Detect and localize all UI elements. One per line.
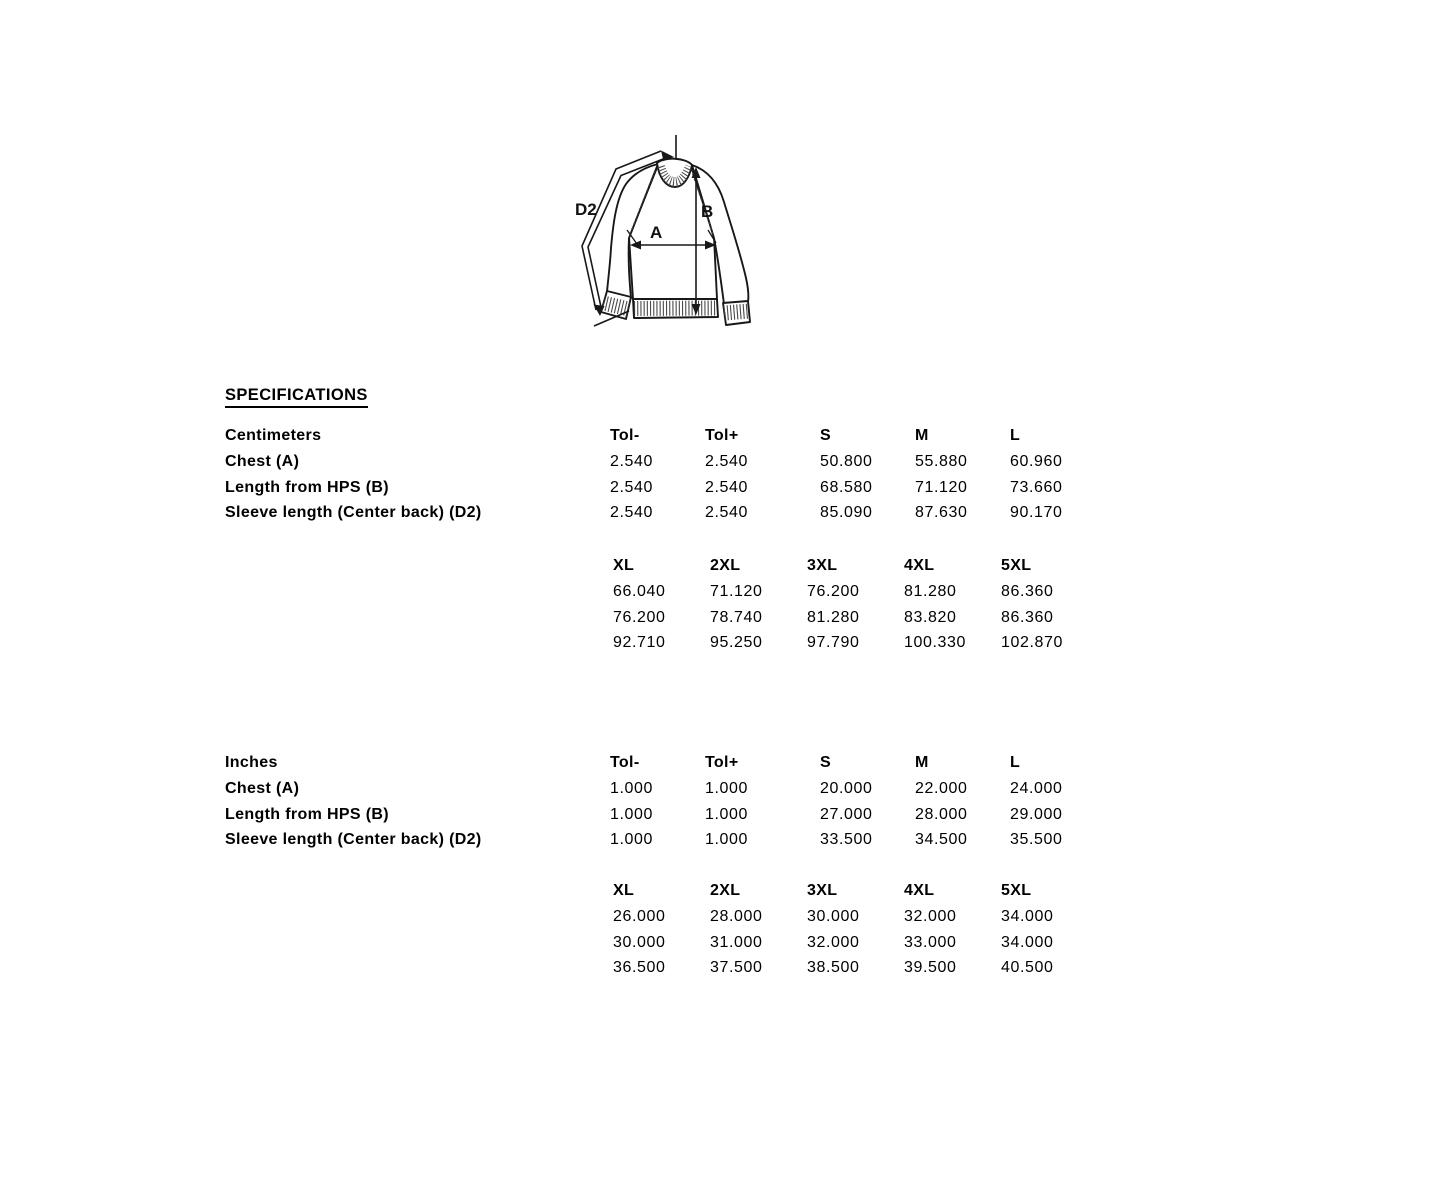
col-header: 3XL: [807, 557, 838, 574]
col-header: Tol-: [610, 427, 640, 444]
sleeve-measure-label: D2: [575, 200, 597, 219]
table-cell: 34.000: [1001, 933, 1054, 951]
table-cell: 86.360: [1001, 582, 1054, 600]
table-cell: 102.870: [1001, 634, 1064, 652]
table-cell: 1.000: [610, 805, 654, 823]
col-header: 5XL: [1001, 557, 1032, 574]
col-header: Tol+: [705, 754, 739, 771]
col-header: M: [915, 754, 929, 771]
col-header: 2XL: [710, 882, 741, 899]
right-cuff: [723, 301, 750, 325]
row-label: Chest (A): [225, 452, 300, 470]
centimeters-table: [225, 423, 1105, 526]
table-cell: 32.000: [904, 907, 957, 925]
table-cell: 20.000: [820, 779, 873, 797]
table-cell: 32.000: [807, 933, 860, 951]
table-cell: 37.500: [710, 959, 763, 977]
table-cell: 2.540: [610, 504, 654, 522]
table-cell: 1.000: [610, 779, 654, 797]
table-cell: 36.500: [613, 959, 666, 977]
table-cell: 31.000: [710, 933, 763, 951]
length-measure-label: B: [701, 202, 714, 221]
table-cell: 68.580: [820, 478, 873, 496]
col-header: L: [1010, 427, 1021, 444]
table-cell: 81.280: [904, 582, 957, 600]
table-cell: 40.500: [1001, 959, 1054, 977]
col-header: 4XL: [904, 882, 935, 899]
table-cell: 22.000: [915, 779, 968, 797]
table-cell: 33.500: [820, 831, 873, 849]
table-cell: 2.540: [610, 452, 654, 470]
table-cell: 2.540: [705, 478, 749, 496]
table-cell: 86.360: [1001, 608, 1054, 626]
col-header: XL: [613, 882, 635, 899]
table-cell: 33.000: [904, 933, 957, 951]
table-cell: 34.500: [915, 831, 968, 849]
table-cell: 55.880: [915, 452, 968, 470]
table-cell: 73.660: [1010, 478, 1063, 496]
table-cell: 29.000: [1010, 805, 1063, 823]
row-label: Sleeve length (Center back) (D2): [225, 831, 482, 849]
table-cell: 2.540: [610, 478, 654, 496]
col-header: S: [820, 427, 832, 444]
table-cell: 71.120: [915, 478, 968, 496]
table-cell: 92.710: [613, 634, 666, 652]
specifications-heading: SPECIFICATIONS: [225, 386, 368, 408]
inches-xl-table: [613, 878, 1098, 981]
table-cell: 76.200: [807, 582, 860, 600]
col-header: 4XL: [904, 557, 935, 574]
table-cell: 50.800: [820, 452, 873, 470]
table-cell: 2.540: [705, 504, 749, 522]
table-cell: 39.500: [904, 959, 957, 977]
table-cell: 97.790: [807, 634, 860, 652]
row-label: Length from HPS (B): [225, 805, 389, 823]
sweatshirt-drawing: [540, 118, 820, 340]
table-cell: 30.000: [613, 933, 666, 951]
table-cell: 34.000: [1001, 907, 1054, 925]
table-cell: 2.540: [705, 452, 749, 470]
table-cell: 24.000: [1010, 779, 1063, 797]
table-cell: 76.200: [613, 608, 666, 626]
table-cell: 1.000: [705, 779, 749, 797]
col-header: L: [1010, 754, 1021, 771]
table-cell: 66.040: [613, 582, 666, 600]
table-cell: 81.280: [807, 608, 860, 626]
table-cell: 100.330: [904, 634, 967, 652]
unit-label: Inches: [225, 754, 278, 771]
table-cell: 26.000: [613, 907, 666, 925]
row-label: Length from HPS (B): [225, 478, 389, 496]
table-cell: 1.000: [705, 805, 749, 823]
col-header: Tol+: [705, 427, 739, 444]
inches-table: [225, 750, 1105, 853]
table-cell: 1.000: [610, 831, 654, 849]
table-cell: 27.000: [820, 805, 873, 823]
row-label: Sleeve length (Center back) (D2): [225, 504, 482, 522]
table-cell: 90.170: [1010, 504, 1063, 522]
centimeters-xl-table: [613, 553, 1098, 656]
row-label: Chest (A): [225, 779, 300, 797]
col-header: M: [915, 427, 929, 444]
chest-measure-label: A: [650, 223, 663, 242]
table-cell: 83.820: [904, 608, 957, 626]
col-header: S: [820, 754, 832, 771]
table-cell: 28.000: [710, 907, 763, 925]
col-header: XL: [613, 557, 635, 574]
table-cell: 28.000: [915, 805, 968, 823]
col-header: 5XL: [1001, 882, 1032, 899]
col-header: 3XL: [807, 882, 838, 899]
table-cell: 60.960: [1010, 452, 1063, 470]
col-header: Tol-: [610, 754, 640, 771]
garment-diagram: [540, 118, 820, 340]
table-cell: 78.740: [710, 608, 763, 626]
left-cuff: [601, 291, 631, 319]
table-cell: 85.090: [820, 504, 873, 522]
table-cell: 95.250: [710, 634, 763, 652]
table-cell: 30.000: [807, 907, 860, 925]
col-header: 2XL: [710, 557, 741, 574]
table-cell: 71.120: [710, 582, 763, 600]
waistband: [633, 299, 718, 318]
table-cell: 38.500: [807, 959, 860, 977]
unit-label: Centimeters: [225, 427, 322, 444]
table-cell: 35.500: [1010, 831, 1063, 849]
table-cell: 87.630: [915, 504, 968, 522]
table-cell: 1.000: [705, 831, 749, 849]
